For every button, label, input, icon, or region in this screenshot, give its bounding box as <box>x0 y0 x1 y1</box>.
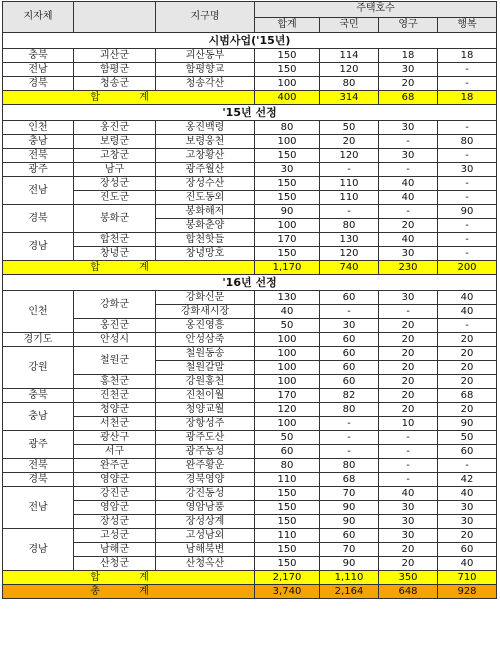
national-cell: - <box>320 417 379 431</box>
permanent-cell: - <box>379 135 438 149</box>
city-cell: 남구 <box>74 163 156 177</box>
city-cell: 함평군 <box>74 63 156 77</box>
table-row <box>3 417 497 431</box>
site-cell: 괴산동부 <box>156 49 255 63</box>
happy-cell: 30 <box>438 163 497 177</box>
province-cell: 충남 <box>3 135 74 149</box>
subtotal-total: 400 <box>255 91 320 105</box>
happy-cell: 68 <box>438 389 497 403</box>
national-cell: 68 <box>320 473 379 487</box>
subtotal-permanent: 68 <box>379 91 438 105</box>
total-cell: 120 <box>255 403 320 417</box>
subtotal-row <box>3 571 497 585</box>
site-cell: 강진동성 <box>156 487 255 501</box>
national-cell: 80 <box>320 403 379 417</box>
city-cell: 보령군 <box>74 135 156 149</box>
province-cell: 전남 <box>3 63 74 77</box>
permanent-cell: 40 <box>379 233 438 247</box>
total-cell: 80 <box>255 121 320 135</box>
total-cell: 170 <box>255 389 320 403</box>
site-cell: 고성남외 <box>156 529 255 543</box>
national-cell: 110 <box>320 177 379 191</box>
total-cell: 60 <box>255 445 320 459</box>
national-cell: 60 <box>320 375 379 389</box>
table-row <box>3 247 497 261</box>
total-cell: 150 <box>255 149 320 163</box>
national-cell: 50 <box>320 121 379 135</box>
site-cell: 안성삼죽 <box>156 333 255 347</box>
header-district: 지구명 <box>156 2 255 33</box>
happy-cell: - <box>438 219 497 233</box>
province-cell: 충북 <box>3 49 74 63</box>
province-cell: 경기도 <box>3 333 74 347</box>
happy-cell: 30 <box>438 501 497 515</box>
total-cell: 50 <box>255 319 320 333</box>
national-cell: - <box>320 163 379 177</box>
table-row <box>3 431 497 445</box>
national-cell: 60 <box>320 347 379 361</box>
table-row <box>3 543 497 557</box>
total-cell: 100 <box>255 361 320 375</box>
subtotal-label: 합 계 <box>3 91 255 105</box>
permanent-cell: 20 <box>379 557 438 571</box>
province-cell: 경남 <box>3 233 74 261</box>
table-row <box>3 49 497 63</box>
site-cell: 봉화춘양 <box>156 219 255 233</box>
table-row <box>3 459 497 473</box>
permanent-cell: 40 <box>379 177 438 191</box>
permanent-cell: 30 <box>379 149 438 163</box>
permanent-cell: 20 <box>379 333 438 347</box>
city-cell: 진도군 <box>74 191 156 205</box>
national-cell: 120 <box>320 247 379 261</box>
city-cell: 안성시 <box>74 333 156 347</box>
happy-cell: 40 <box>438 291 497 305</box>
province-cell: 충남 <box>3 403 74 431</box>
national-cell: 20 <box>320 135 379 149</box>
site-cell: 옹진백령 <box>156 121 255 135</box>
total-cell: 90 <box>255 205 320 219</box>
city-cell: 서구 <box>74 445 156 459</box>
section-title: '15년 선정 <box>3 105 497 121</box>
national-cell: 90 <box>320 557 379 571</box>
permanent-cell: 20 <box>379 543 438 557</box>
site-cell: 광주농성 <box>156 445 255 459</box>
grand-total-national: 2,164 <box>320 585 379 599</box>
permanent-cell: 30 <box>379 501 438 515</box>
happy-cell: - <box>438 63 497 77</box>
province-cell: 전남 <box>3 487 74 529</box>
permanent-cell: - <box>379 163 438 177</box>
happy-cell: 40 <box>438 487 497 501</box>
happy-cell: 20 <box>438 333 497 347</box>
total-cell: 50 <box>255 431 320 445</box>
site-cell: 고창황산 <box>156 149 255 163</box>
permanent-cell: 10 <box>379 417 438 431</box>
national-cell: 70 <box>320 487 379 501</box>
city-cell: 강화군 <box>74 291 156 319</box>
total-cell: 150 <box>255 515 320 529</box>
national-cell: 80 <box>320 459 379 473</box>
total-cell: 150 <box>255 247 320 261</box>
city-cell: 옹진군 <box>74 121 156 135</box>
national-cell: 110 <box>320 191 379 205</box>
happy-cell: 60 <box>438 543 497 557</box>
national-cell: 60 <box>320 291 379 305</box>
table-row <box>3 135 497 149</box>
header-national: 국민 <box>320 17 379 33</box>
total-cell: 150 <box>255 177 320 191</box>
province-cell: 강원 <box>3 347 74 389</box>
table-row <box>3 501 497 515</box>
total-cell: 110 <box>255 529 320 543</box>
total-cell: 150 <box>255 49 320 63</box>
header-happy: 행복 <box>438 17 497 33</box>
site-cell: 완주황운 <box>156 459 255 473</box>
subtotal-national: 1,110 <box>320 571 379 585</box>
province-cell: 전북 <box>3 459 74 473</box>
happy-cell: 40 <box>438 557 497 571</box>
province-cell: 경남 <box>3 529 74 571</box>
table-row <box>3 177 497 191</box>
grand-total-row <box>3 585 497 599</box>
city-cell: 진천군 <box>74 389 156 403</box>
table-row <box>3 529 497 543</box>
national-cell: 120 <box>320 63 379 77</box>
total-cell: 150 <box>255 191 320 205</box>
grand-total-happy: 928 <box>438 585 497 599</box>
header-region: 지자체 <box>3 2 74 33</box>
happy-cell: - <box>438 459 497 473</box>
permanent-cell: 18 <box>379 49 438 63</box>
subtotal-total: 2,170 <box>255 571 320 585</box>
city-cell: 영암군 <box>74 501 156 515</box>
permanent-cell: 20 <box>379 361 438 375</box>
permanent-cell: - <box>379 445 438 459</box>
table-row <box>3 347 497 361</box>
subtotal-label: 합 계 <box>3 261 255 275</box>
national-cell: 70 <box>320 543 379 557</box>
site-cell: 영암남풍 <box>156 501 255 515</box>
header-city <box>74 2 156 33</box>
city-cell: 완주군 <box>74 459 156 473</box>
header-total: 합계 <box>255 17 320 33</box>
site-cell: 강원홍천 <box>156 375 255 389</box>
grand-total-label: 총 계 <box>3 585 255 599</box>
national-cell: 80 <box>320 219 379 233</box>
province-cell: 경북 <box>3 77 74 91</box>
happy-cell: 20 <box>438 361 497 375</box>
permanent-cell: 20 <box>379 219 438 233</box>
city-cell: 청양군 <box>74 403 156 417</box>
total-cell: 100 <box>255 417 320 431</box>
city-cell: 옹진군 <box>74 319 156 333</box>
happy-cell: 90 <box>438 205 497 219</box>
city-cell: 강진군 <box>74 487 156 501</box>
section-header-row <box>3 105 497 121</box>
happy-cell: 20 <box>438 403 497 417</box>
happy-cell: 42 <box>438 473 497 487</box>
province-cell: 경북 <box>3 473 74 487</box>
happy-cell: 50 <box>438 431 497 445</box>
happy-cell: - <box>438 319 497 333</box>
total-cell: 80 <box>255 459 320 473</box>
happy-cell: - <box>438 149 497 163</box>
table-row <box>3 319 497 333</box>
table-row <box>3 445 497 459</box>
national-cell: 80 <box>320 77 379 91</box>
national-cell: - <box>320 205 379 219</box>
happy-cell: 30 <box>438 515 497 529</box>
site-cell: 봉화해저 <box>156 205 255 219</box>
national-cell: 114 <box>320 49 379 63</box>
site-cell: 청양교월 <box>156 403 255 417</box>
happy-cell: - <box>438 191 497 205</box>
national-cell: 30 <box>320 319 379 333</box>
national-cell: 120 <box>320 149 379 163</box>
total-cell: 110 <box>255 473 320 487</box>
permanent-cell: - <box>379 431 438 445</box>
province-cell: 충북 <box>3 389 74 403</box>
table-row <box>3 77 497 91</box>
total-cell: 100 <box>255 135 320 149</box>
subtotal-happy: 18 <box>438 91 497 105</box>
section-header-row <box>3 275 497 291</box>
site-cell: 강화신문 <box>156 291 255 305</box>
happy-cell: 18 <box>438 49 497 63</box>
happy-cell: 20 <box>438 529 497 543</box>
site-cell: 창녕망호 <box>156 247 255 261</box>
total-cell: 100 <box>255 77 320 91</box>
happy-cell: 60 <box>438 445 497 459</box>
permanent-cell: - <box>379 205 438 219</box>
table-row <box>3 557 497 571</box>
site-cell: 광주월산 <box>156 163 255 177</box>
permanent-cell: 20 <box>379 389 438 403</box>
table-row <box>3 389 497 403</box>
total-cell: 30 <box>255 163 320 177</box>
table-row <box>3 333 497 347</box>
site-cell: 장성수산 <box>156 177 255 191</box>
city-cell: 청송군 <box>74 77 156 91</box>
city-cell: 합천군 <box>74 233 156 247</box>
permanent-cell: 30 <box>379 247 438 261</box>
total-cell: 100 <box>255 333 320 347</box>
table-row <box>3 375 497 389</box>
table-row <box>3 291 497 305</box>
table-row <box>3 163 497 177</box>
table-row <box>3 63 497 77</box>
site-cell: 장성상계 <box>156 515 255 529</box>
permanent-cell: 20 <box>379 347 438 361</box>
table-row <box>3 205 497 219</box>
subtotal-permanent: 350 <box>379 571 438 585</box>
province-cell: 광주 <box>3 163 74 177</box>
city-cell: 남해군 <box>74 543 156 557</box>
section-title: 시범사업('15년) <box>3 33 497 49</box>
table-row <box>3 473 497 487</box>
national-cell: - <box>320 431 379 445</box>
national-cell: 130 <box>320 233 379 247</box>
grand-total-permanent: 648 <box>379 585 438 599</box>
permanent-cell: 30 <box>379 515 438 529</box>
permanent-cell: 30 <box>379 529 438 543</box>
permanent-cell: 30 <box>379 291 438 305</box>
permanent-cell: 40 <box>379 487 438 501</box>
permanent-cell: 20 <box>379 77 438 91</box>
total-cell: 150 <box>255 543 320 557</box>
national-cell: 90 <box>320 515 379 529</box>
happy-cell: - <box>438 233 497 247</box>
national-cell: 60 <box>320 529 379 543</box>
city-cell: 장성군 <box>74 177 156 191</box>
city-cell: 장성군 <box>74 515 156 529</box>
header-permanent: 영구 <box>379 17 438 33</box>
site-cell: 옹진영흥 <box>156 319 255 333</box>
city-cell: 괴산군 <box>74 49 156 63</box>
site-cell: 광주도산 <box>156 431 255 445</box>
city-cell: 산청군 <box>74 557 156 571</box>
header-units: 주택호수 <box>255 2 497 18</box>
national-cell: 90 <box>320 501 379 515</box>
site-cell: 진천이월 <box>156 389 255 403</box>
permanent-cell: 20 <box>379 319 438 333</box>
city-cell: 고성군 <box>74 529 156 543</box>
permanent-cell: 30 <box>379 121 438 135</box>
province-cell: 인천 <box>3 291 74 333</box>
subtotal-row <box>3 261 497 275</box>
province-cell: 인천 <box>3 121 74 135</box>
subtotal-label: 합 계 <box>3 571 255 585</box>
city-cell: 광산구 <box>74 431 156 445</box>
table-row <box>3 121 497 135</box>
city-cell: 창녕군 <box>74 247 156 261</box>
site-cell: 진도동외 <box>156 191 255 205</box>
total-cell: 100 <box>255 347 320 361</box>
site-cell: 청송각산 <box>156 77 255 91</box>
total-cell: 150 <box>255 487 320 501</box>
happy-cell: 90 <box>438 417 497 431</box>
subtotal-national: 740 <box>320 261 379 275</box>
national-cell: - <box>320 445 379 459</box>
site-cell: 남해북변 <box>156 543 255 557</box>
table-body <box>3 33 497 599</box>
permanent-cell: 30 <box>379 63 438 77</box>
site-cell: 철원동송 <box>156 347 255 361</box>
total-cell: 150 <box>255 63 320 77</box>
permanent-cell: - <box>379 459 438 473</box>
city-cell: 영양군 <box>74 473 156 487</box>
site-cell: 장항성주 <box>156 417 255 431</box>
subtotal-row <box>3 91 497 105</box>
total-cell: 40 <box>255 305 320 319</box>
province-cell: 전북 <box>3 149 74 163</box>
happy-cell: 20 <box>438 347 497 361</box>
total-cell: 150 <box>255 501 320 515</box>
grand-total-total: 3,740 <box>255 585 320 599</box>
total-cell: 100 <box>255 375 320 389</box>
permanent-cell: - <box>379 473 438 487</box>
site-cell: 보령웅천 <box>156 135 255 149</box>
province-cell: 전남 <box>3 177 74 205</box>
city-cell: 서천군 <box>74 417 156 431</box>
national-cell: 82 <box>320 389 379 403</box>
table-row <box>3 515 497 529</box>
table-row <box>3 487 497 501</box>
city-cell: 고창군 <box>74 149 156 163</box>
national-cell: 60 <box>320 333 379 347</box>
site-cell: 경북영양 <box>156 473 255 487</box>
permanent-cell: 20 <box>379 375 438 389</box>
site-cell: 함평향교 <box>156 63 255 77</box>
table-row <box>3 403 497 417</box>
happy-cell: - <box>438 177 497 191</box>
province-cell: 경북 <box>3 205 74 233</box>
city-cell: 홍천군 <box>74 375 156 389</box>
national-cell: - <box>320 305 379 319</box>
total-cell: 150 <box>255 557 320 571</box>
subtotal-total: 1,170 <box>255 261 320 275</box>
site-cell: 강화새시장 <box>156 305 255 319</box>
total-cell: 170 <box>255 233 320 247</box>
table-row <box>3 191 497 205</box>
table-row <box>3 233 497 247</box>
city-cell: 봉화군 <box>74 205 156 233</box>
city-cell: 철원군 <box>74 347 156 375</box>
subtotal-permanent: 230 <box>379 261 438 275</box>
happy-cell: 20 <box>438 375 497 389</box>
happy-cell: - <box>438 247 497 261</box>
subtotal-happy: 710 <box>438 571 497 585</box>
province-cell: 광주 <box>3 431 74 459</box>
happy-cell: - <box>438 121 497 135</box>
section-title: '16년 선정 <box>3 275 497 291</box>
happy-cell: - <box>438 77 497 91</box>
happy-cell: 80 <box>438 135 497 149</box>
site-cell: 철원갈말 <box>156 361 255 375</box>
site-cell: 산청옥산 <box>156 557 255 571</box>
housing-units-table <box>2 1 497 599</box>
permanent-cell: 40 <box>379 191 438 205</box>
subtotal-happy: 200 <box>438 261 497 275</box>
table-row <box>3 149 497 163</box>
section-header-row <box>3 33 497 49</box>
subtotal-national: 314 <box>320 91 379 105</box>
site-cell: 합천핫들 <box>156 233 255 247</box>
permanent-cell: 20 <box>379 403 438 417</box>
permanent-cell: - <box>379 305 438 319</box>
national-cell: 60 <box>320 361 379 375</box>
happy-cell: 40 <box>438 305 497 319</box>
total-cell: 100 <box>255 219 320 233</box>
total-cell: 130 <box>255 291 320 305</box>
